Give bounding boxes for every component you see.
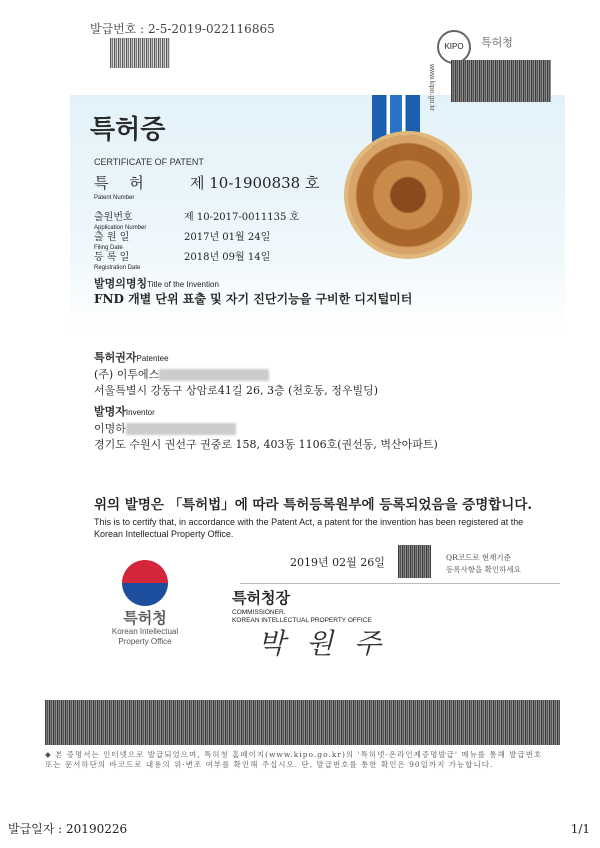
certification-statement: 위의 발명은 「특허법」에 따라 특허등록원부에 등록되었음을 증명합니다. [94,497,533,513]
commissioner-title: 특허청장 [232,589,290,607]
certification-statement-en: This is to certify that, in accordance with the Patent Act, a patent for the invention has been registered at the Korean Intellectual Property Office. [94,517,524,539]
page-number: 1/1 [570,822,590,836]
logo-en: Korean Intellectual [111,627,179,636]
field-value: 2018년 09월 14일 [184,252,271,263]
patentee-name: (주) 이투에스 [94,368,160,381]
footer-issue-date: 발급일자 : 20190226 [8,822,128,836]
stamp-org: 특허청 [481,36,513,49]
document-barcode [45,700,560,745]
commissioner-en-line: COMMISSIONER, [232,609,286,616]
kipo-stamp [428,30,552,112]
logo-en: Property Office [118,637,172,646]
field-application [94,212,314,232]
invention-title: FND 개별 단위 표출 및 자기 진단기능을 구비한 디지털미터 [94,292,413,306]
patentee-address: 서울특별시 강동구 상암로41길 26, 3층 (천호동, 정우빌딩) [94,384,379,397]
notice: ◆ 본 증명서는 인터넷으로 발급되었으며, 특허청 홈페이지(www.kipo.go.kr)의 '특허넷-온라인제증명발급' 메뉴를 통해 발급번호 또는 문서하단의 바코드로 내용의 위·변조 여부를 확인해 주십시오. 단, 발급번호를 통한 확인은 90일까지 가능합니다. [45,750,543,769]
field-label: 출원번호 [94,212,133,223]
issue-number: 발급번호 : 2-5-2019-022116865 [90,22,275,36]
field-value: 2017년 01월 24일 [184,232,271,243]
stamp-url: www.kipo.go.kr [428,64,435,112]
qr-note [446,552,521,576]
stamp-pattern [451,60,551,102]
inventor-address: 경기도 수원시 권선구 권중로 158, 403동 1106호(권선동, 벽산아파트) [94,438,438,451]
divider [240,583,560,584]
certificate-title: 특허증 [90,115,166,145]
inventor-label: 발명자 [94,405,126,418]
kipo-ring-logo: KIPO [437,30,471,64]
patent-label: 특 허 [94,174,152,192]
field-label: 등 록 일 [94,252,130,263]
field-value: 제 10-2017-0011135 호 [184,212,300,223]
gold-seal [348,135,468,255]
issue-date: 2019년 02월 26일 [290,556,385,569]
fields [94,212,314,272]
invention-label-en: Title of the Invention [147,280,219,289]
commissioner-en [232,609,372,625]
kipo-logo [100,560,190,647]
field-label-en: Application Number [94,225,147,231]
patent-number: 제 10-1900838 호 [190,174,320,192]
taegeuk-emblem-icon [122,560,168,606]
inventor-name: 이명하 [94,422,126,435]
invention-label [94,277,219,291]
inventor-section [94,404,438,453]
field-registration-date [94,252,314,272]
field-filing-date [94,232,314,252]
commissioner-en-line: KOREAN INTELLECTUAL PROPERTY OFFICE [232,617,372,624]
patentee-label-en: Patentee [136,354,169,363]
field-label-en: Filing Date [94,245,123,251]
invention-label-ko: 발명의명칭 [94,277,148,290]
patentee-label: 특허권자 [94,351,137,364]
redacted [126,423,236,435]
patentee-section [94,350,378,399]
field-label: 출 원 일 [94,232,130,243]
qr-code [398,545,431,578]
qr-note-line: QR코드로 현재기준 [446,553,511,562]
logo-name: 특허청 [123,609,167,627]
inventor-label-en: Inventor [125,408,155,417]
patent-label-en: Patent Number [94,195,135,201]
field-label-en: Registration Date [94,265,141,271]
top-barcode [110,38,170,68]
qr-note-line: 등록사항을 확인하세요 [446,565,521,574]
signature: 박 원 주 [258,627,387,660]
redacted [159,369,269,381]
certificate-title-en: CERTIFICATE OF PATENT [94,157,204,167]
